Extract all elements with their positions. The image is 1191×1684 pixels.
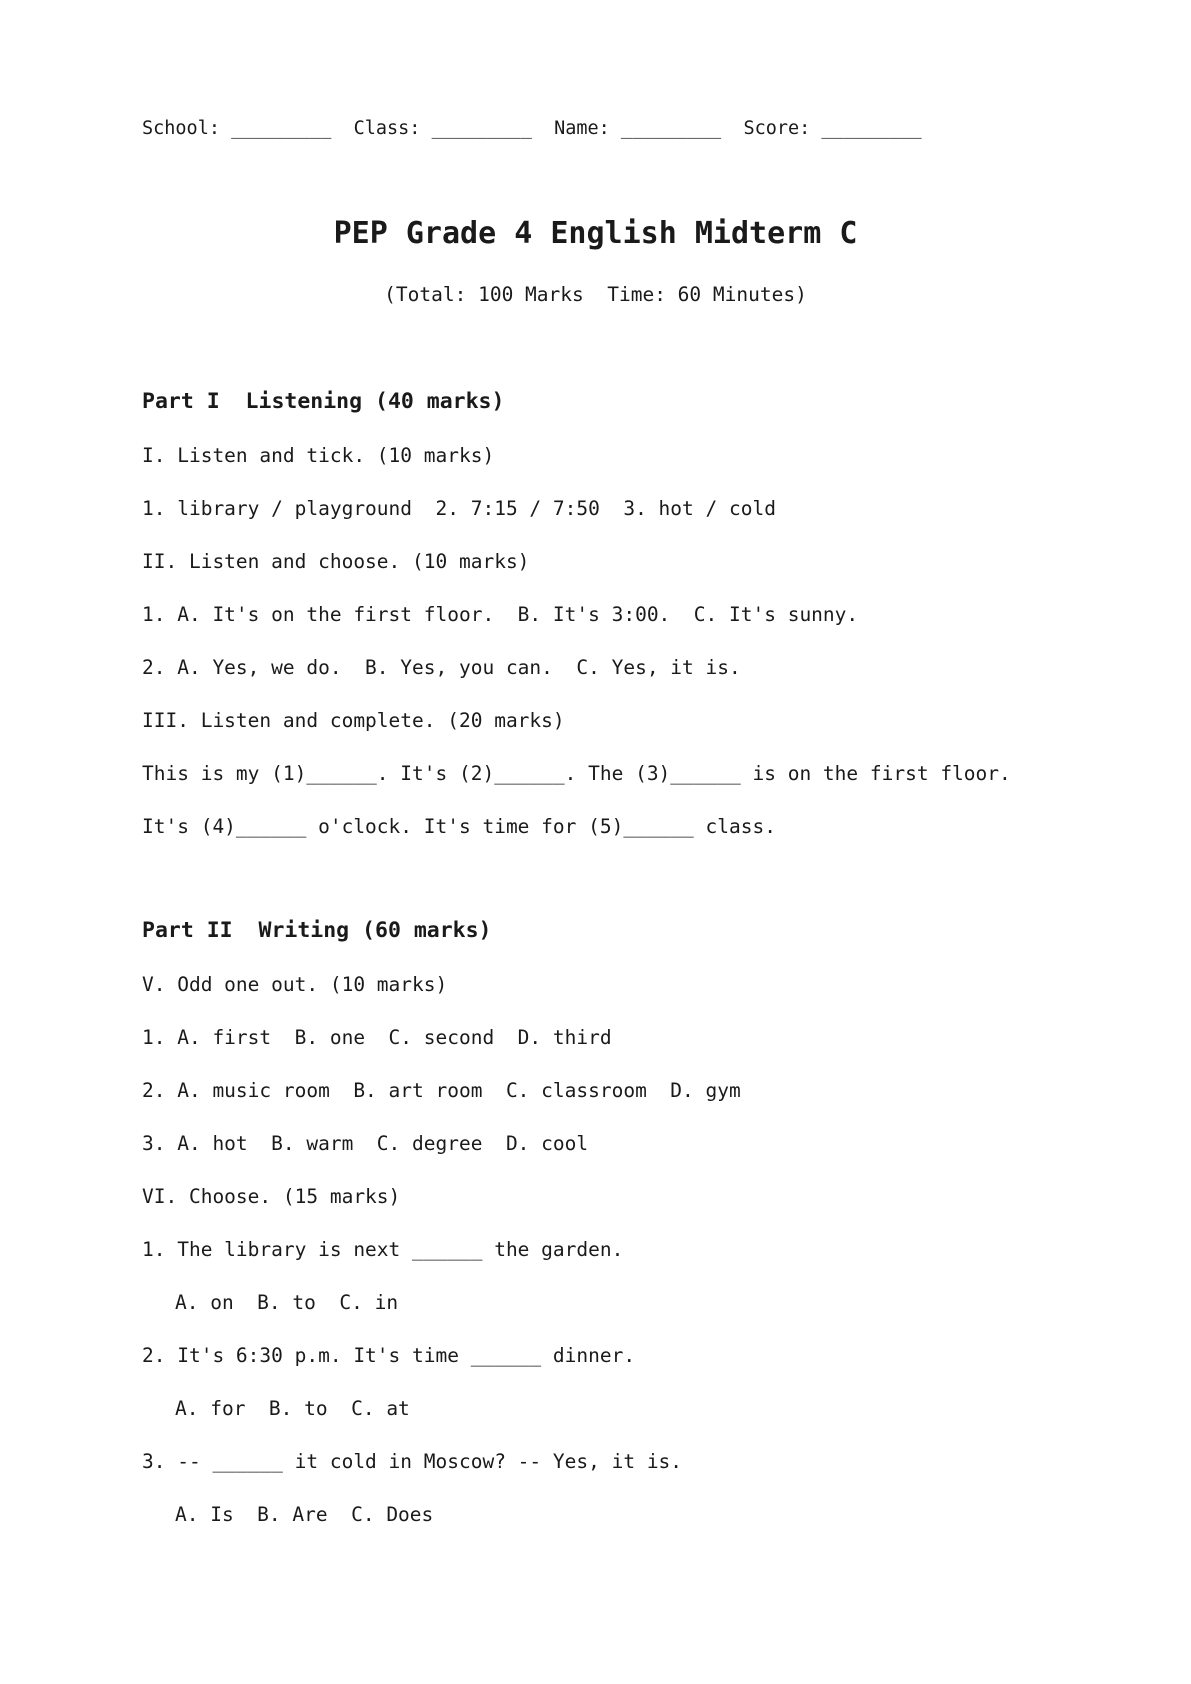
- exam-subtitle: (Total: 100 Marks Time: 60 Minutes): [384, 283, 807, 306]
- section2-item: 2. A. Yes, we do. B. Yes, you can. C. Yes, it is.: [142, 656, 741, 679]
- section2-heading: II. Listen and choose. (10 marks): [142, 550, 530, 573]
- section5-item: 3. A. hot B. warm C. degree D. cool: [142, 1132, 589, 1155]
- section2-item: 1. A. It's on the first floor. B. It's 3:00. C. It's sunny.: [142, 603, 859, 626]
- section6-heading: VI. Choose. (15 marks): [142, 1185, 401, 1208]
- part1-heading: Part I Listening (40 marks): [142, 389, 505, 414]
- section3-item: It's (4)______ o'clock. It's time for (5)______ class.: [142, 815, 776, 838]
- section5-item: 1. A. first B. one C. second D. third: [142, 1026, 612, 1049]
- section3-heading: III. Listen and complete. (20 marks): [142, 709, 565, 732]
- section1-heading: I. Listen and tick. (10 marks): [142, 444, 495, 467]
- student-info-line: School: _________ Class: _________ Name: _________ Score: _________: [142, 118, 922, 139]
- question-options: A. on B. to C. in: [175, 1291, 399, 1314]
- section5-heading: V. Odd one out. (10 marks): [142, 973, 448, 996]
- section5-item: 2. A. music room B. art room C. classroom D. gym: [142, 1079, 741, 1102]
- question-options: A. Is B. Are C. Does: [175, 1503, 434, 1526]
- section1-item: 1. library / playground 2. 7:15 / 7:50 3. hot / cold: [142, 497, 776, 520]
- part2-heading: Part II Writing (60 marks): [142, 918, 492, 943]
- question-stem: 3. -- ______ it cold in Moscow? -- Yes, it is.: [142, 1450, 683, 1473]
- section3-item: This is my (1)______. It's (2)______. The (3)______ is on the first floor.: [142, 762, 1011, 785]
- question-stem: 2. It's 6:30 p.m. It's time ______ dinner.: [142, 1344, 636, 1367]
- question-stem: 1. The library is next ______ the garden.: [142, 1238, 624, 1261]
- question-options: A. for B. to C. at: [175, 1397, 410, 1420]
- exam-title: PEP Grade 4 English Midterm C: [333, 216, 858, 251]
